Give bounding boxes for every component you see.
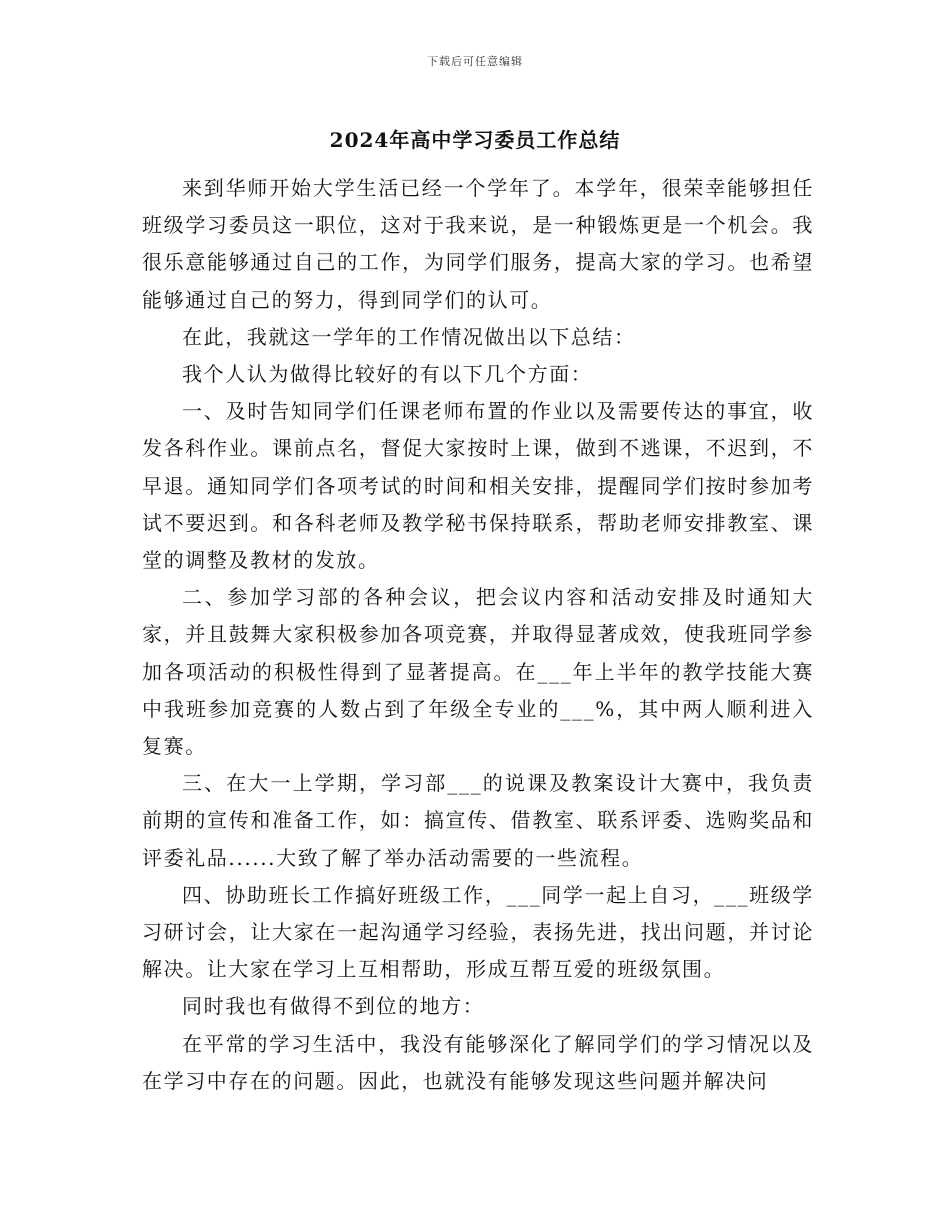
paragraph-point-4: 四、协助班长工作搞好班级工作，___同学一起上自习，___班级学习研讨会，让大家在一起沟通学习经验，表扬先进，找出问题，并讨论解决。让大家在学习上互相帮助，形成互帮互爱的班级氛围。 [142, 882, 814, 982]
paragraph-intro: 来到华师开始大学生活已经一个学年了。本学年，很荣幸能够担任班级学习委员这一职位，这对于我来说，是一种锻炼更是一个机会。我很乐意能够通过自己的工作，为同学们服务，提高大家的学习。也希望能够通过自己的努力，得到同学们的认可。 [142, 176, 814, 312]
paragraph-shortcoming-1: 在平常的学习生活中，我没有能够深化了解同学们的学习情况以及在学习中存在的问题。因此，也就没有能够发现这些问题并解决问 [142, 1031, 814, 1093]
document-body [142, 170, 814, 1100]
paragraph-strengths-lead: 我个人认为做得比较好的有以下几个方面： [182, 362, 593, 387]
header-note: 下载后可任意编辑 [427, 55, 523, 68]
paragraph-summary-lead: 在此，我就这一学年的工作情况做出以下总结： [182, 324, 636, 349]
paragraph-point-2: 二、参加学习部的各种会议，把会议内容和活动安排及时通知大家，并且鼓舞大家积极参加各项竞赛，并取得显著成效，使我班同学参加各项活动的积极性得到了显著提高。在___年上半年的教学技能大赛中我班参加竞赛的人数占到了年级全专业的___%，其中两人顺利进入复赛。 [142, 585, 814, 759]
paragraph-point-3: 三、在大一上学期，学习部___的说课及教案设计大赛中，我负责前期的宣传和准备工作，如：搞宣传、借教室、联系评委、选购奖品和评委礼品......大致了解了举办活动需要的一些流程。 [142, 771, 814, 870]
document-title: 2024年高中学习委员工作总结 [329, 128, 621, 152]
paragraph-shortcomings-lead: 同时我也有做得不到位的地方： [182, 994, 485, 1019]
paragraph-point-1: 一、及时告知同学们任课老师布置的作业以及需要传达的事宜，收发各科作业。课前点名，督促大家按时上课，做到不逃课，不迟到，不早退。通知同学们各项考试的时间和相关安排，提醒同学们按时参加考试不要迟到。和各科老师及教学秘书保持联系，帮助老师安排教室、课堂的调整及教材的发放。 [142, 399, 814, 573]
